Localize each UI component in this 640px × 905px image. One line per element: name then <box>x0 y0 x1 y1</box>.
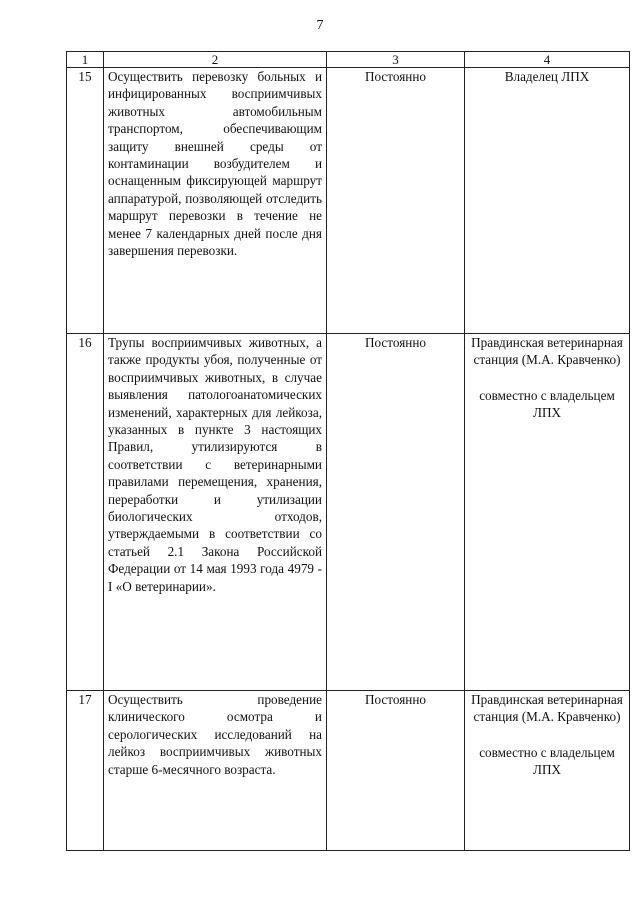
header-col-3: 3 <box>327 52 465 68</box>
table-row <box>67 334 630 691</box>
row-period: Постоянно <box>327 68 465 334</box>
row-responsible <box>465 334 630 691</box>
responsible-extra: совместно с владельцем ЛПХ <box>479 387 615 421</box>
row-period: Постоянно <box>327 691 465 851</box>
responsible-name: Правдинская ветеринарная станция (М.А. Кравченко) <box>471 335 623 368</box>
responsible-extra: совместно с владельцем ЛПХ <box>479 744 615 778</box>
page-number: 7 <box>316 18 324 33</box>
table-header-row <box>67 52 630 68</box>
row-number: 16 <box>67 334 104 691</box>
row-action: Осуществить проведение клинического осмотра и серологических исследований на лейкоз восприимчивых животных старше 6-месячного возраста. <box>104 691 327 851</box>
responsible-name: Владелец ЛПХ <box>504 69 590 84</box>
responsible-name: Правдинская ветеринарная станция (М.А. Кравченко) <box>471 692 623 725</box>
row-action: Осуществить перевозку больных и инфицированных восприимчивых животных автомобильным транспортом, обеспечивающим защиту внешней среды от контаминации возбудителем и оснащенным фиксирующей маршрут аппаратурой, позволяющей отследить маршрут перевозки в течение не менее 7 календарных дней после дня завершения перевозки. <box>104 68 327 334</box>
row-responsible <box>465 691 630 851</box>
header-col-1: 1 <box>67 52 104 68</box>
row-responsible <box>465 68 630 334</box>
row-period: Постоянно <box>327 334 465 691</box>
measures-table <box>66 51 630 851</box>
row-action: Трупы восприимчивых животных, а также продукты убоя, полученные от восприимчивых животных, в случае выявления патологоанатомических изменений, характерных для лейкоза, указанных в пункте 3 настоящих Правил, утилизируются в соответствии с ветеринарными правилами перемещения, хранения, переработки и утилизации биологических отходов, утверждаемыми в соответствии со статьей 2.1 Закона Российской Федерации от 14 мая 1993 года 4979 - I «О ветеринарии». <box>104 334 327 691</box>
table-row <box>67 691 630 851</box>
row-number: 17 <box>67 691 104 851</box>
header-col-4: 4 <box>465 52 630 68</box>
header-col-2: 2 <box>104 52 327 68</box>
row-number: 15 <box>67 68 104 334</box>
table-row <box>67 68 630 334</box>
